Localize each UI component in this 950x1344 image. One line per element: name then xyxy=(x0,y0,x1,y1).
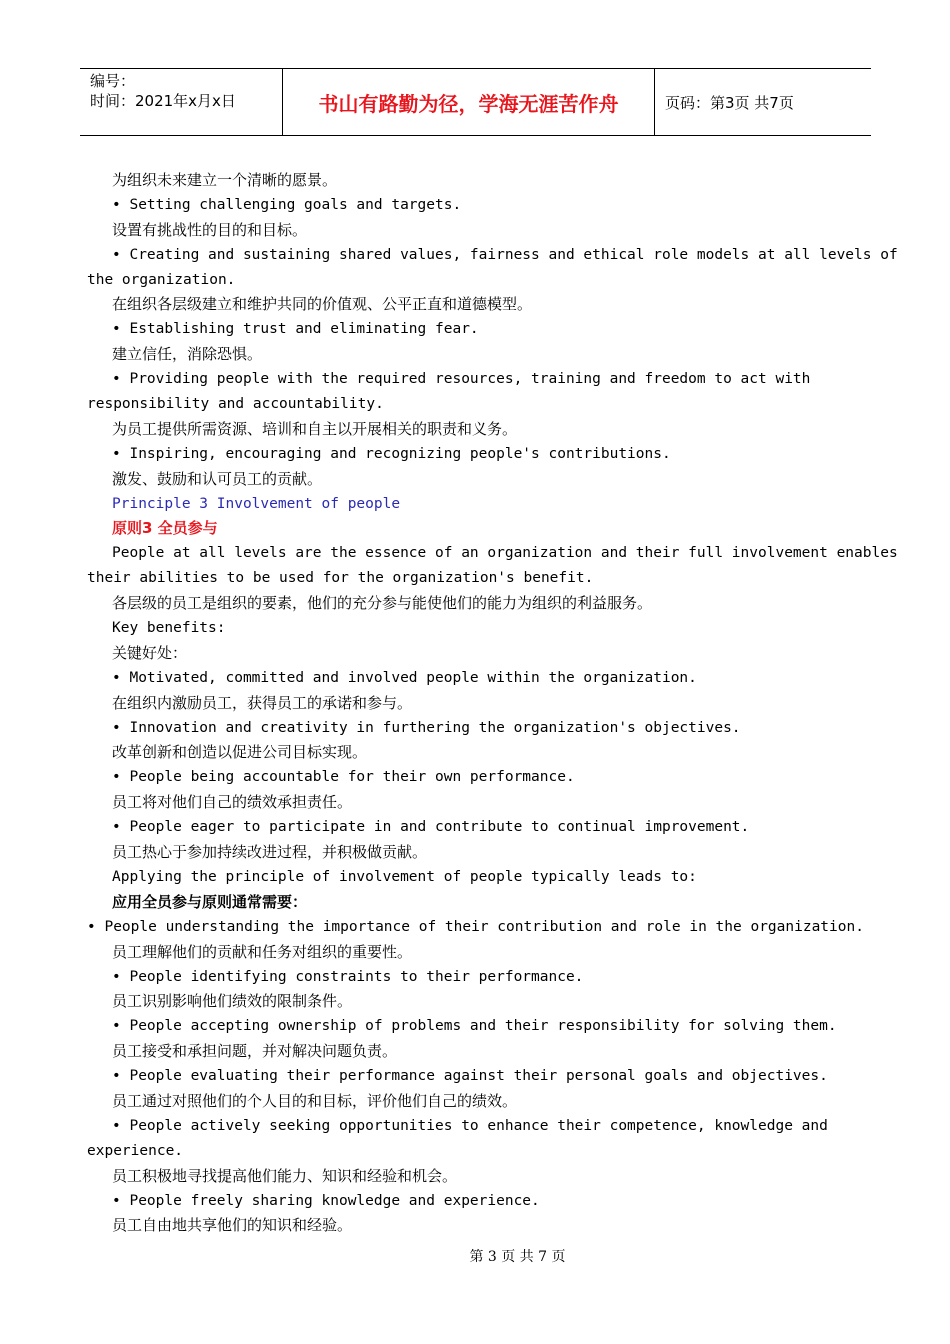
text-line: • People freely sharing knowledge and experience. xyxy=(112,1192,540,1209)
header-page-info: 页码：第3页 共7页 xyxy=(665,93,794,112)
text-line: 改革创新和创造以促进公司目标实现。 xyxy=(112,743,368,762)
text-line: 员工积极地寻找提高他们能力、知识和经验和机会。 xyxy=(112,1166,458,1185)
text-line: 在组织各层级建立和维护共同的价值观、公平正直和道德模型。 xyxy=(112,295,533,314)
text-line: Applying the principle of involvement of people typically leads to: xyxy=(112,868,697,885)
document-body xyxy=(87,168,898,1238)
text-line: their abilities to be used for the organization's benefit. xyxy=(87,570,594,587)
text-line: People at all levels are the essence of an organization and their full involvement enables xyxy=(112,545,898,562)
section-heading-cn: 原则3 全员参与 xyxy=(112,519,218,538)
page-header xyxy=(80,68,871,136)
header-motto: 书山有路勤为径，学海无涯苦作舟 xyxy=(282,69,655,135)
text-line: 员工热心于参加持续改进过程，并积极做贡献。 xyxy=(112,843,428,862)
text-line: experience. xyxy=(87,1142,184,1159)
text-line: • People identifying constraints to their performance. xyxy=(112,968,584,985)
text-line: • People eager to participate in and contribute to continual improvement. xyxy=(112,819,750,836)
text-line: responsibility and accountability. xyxy=(87,396,384,413)
text-line: the organization. xyxy=(87,271,236,288)
text-line: • Providing people with the required resources, training and freedom to act with xyxy=(112,371,811,388)
text-line: • Inspiring, encouraging and recognizing people's contributions. xyxy=(112,445,671,462)
text-line: 为员工提供所需资源、培训和自主以开展相关的职责和义务。 xyxy=(112,419,518,438)
text-line: • People being accountable for their own performance. xyxy=(112,769,575,786)
text-line: • People understanding the importance of their contribution and role in the organization. xyxy=(87,918,864,935)
subheading-cn: 应用全员参与原则通常需要： xyxy=(112,892,308,911)
page-footer: 第 3 页 共 7 页 xyxy=(469,1249,566,1265)
document-number-label: 编号： xyxy=(90,72,136,90)
text-line: 员工识别影响他们绩效的限制条件。 xyxy=(112,992,353,1011)
text-line: 员工通过对照他们的个人目的和目标，评价他们自己的绩效。 xyxy=(112,1091,518,1110)
text-line: Key benefits: xyxy=(112,620,226,637)
text-line: 员工接受和承担问题，并对解决问题负责。 xyxy=(112,1042,398,1061)
text-line: • People actively seeking opportunities to enhance their competence, knowledge and xyxy=(112,1117,828,1134)
text-line: • Setting challenging goals and targets. xyxy=(112,196,462,213)
header-left-cell xyxy=(80,69,282,135)
text-line: • Establishing trust and eliminating fear. xyxy=(112,321,479,338)
text-line: 员工自由地共享他们的知识和经验。 xyxy=(112,1216,353,1235)
text-line: 建立信任，消除恐惧。 xyxy=(112,345,263,364)
text-line: 激发、鼓励和认可员工的贡献。 xyxy=(112,469,323,488)
document-time-label: 时间：2021年x月x日 xyxy=(90,92,236,110)
section-heading-en: Principle 3 Involvement of people xyxy=(112,495,401,512)
text-line: 设置有挑战性的目的和目标。 xyxy=(112,220,308,239)
text-line: 在组织内激励员工，获得员工的承诺和参与。 xyxy=(112,693,413,712)
text-line: • People accepting ownership of problems and their responsibility for solving them. xyxy=(112,1018,837,1035)
text-line: • Innovation and creativity in furthering the organization's objectives. xyxy=(112,719,741,736)
text-line: • People evaluating their performance against their personal goals and objectives. xyxy=(112,1068,828,1085)
text-line: 为组织未来建立一个清晰的愿景。 xyxy=(112,171,338,189)
text-line: • Motivated, committed and involved people within the organization. xyxy=(112,669,697,686)
text-line: 员工理解他们的贡献和任务对组织的重要性。 xyxy=(112,942,413,961)
text-line: 员工将对他们自己的绩效承担责任。 xyxy=(112,793,353,812)
text-line: • Creating and sustaining shared values, fairness and ethical role models at all levels of xyxy=(112,246,898,263)
text-line: 各层级的员工是组织的要素，他们的充分参与能使他们的能力为组织的利益服务。 xyxy=(112,594,653,613)
text-line: 关键好处： xyxy=(112,643,188,662)
